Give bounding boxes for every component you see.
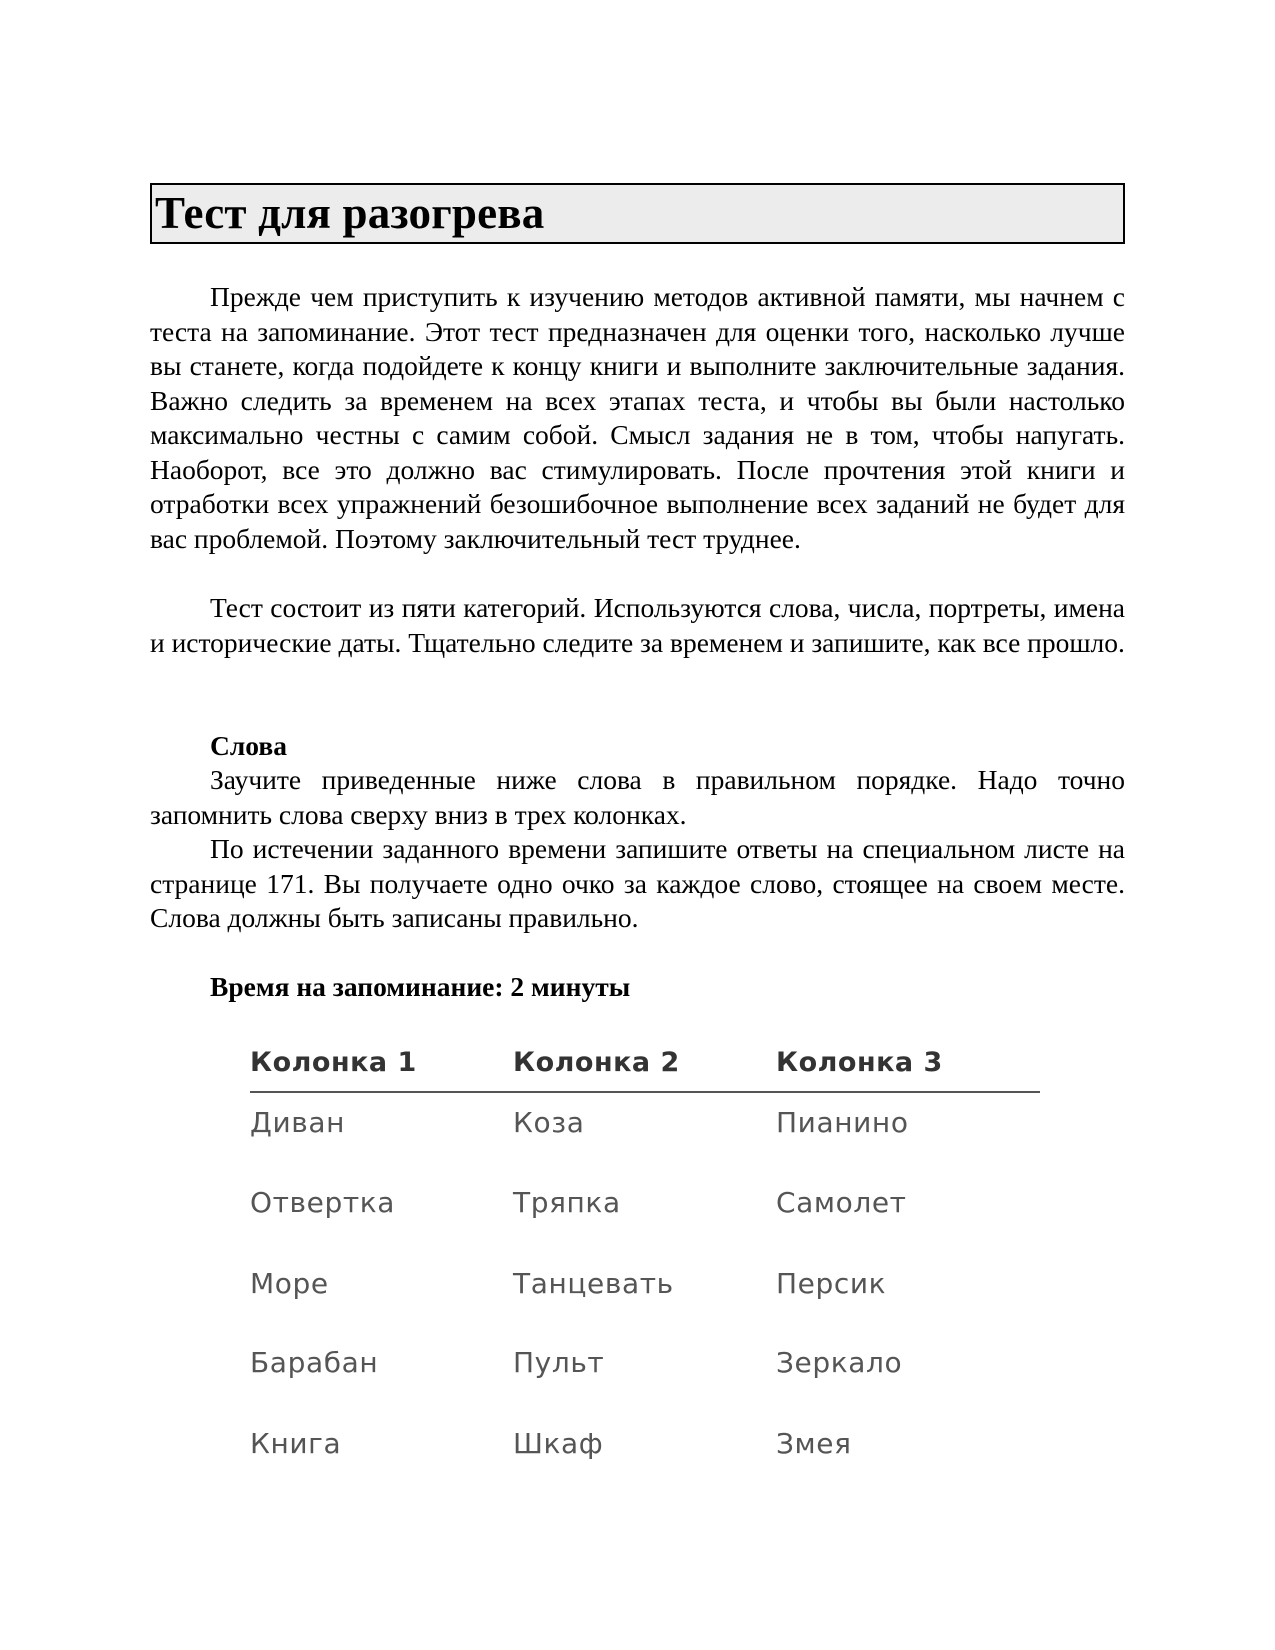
column-header-2: Колонка 2 — [513, 1047, 680, 1078]
word-cell: Море — [250, 1267, 329, 1300]
intro-paragraph-1: Прежде чем приступить к изучению методов активной памяти, мы начнем с теста на запоминание. Этот тест предназначен для оценки того, насколько лучше вы станете, когда подойдете к концу книги и выполните заключительные задания. Важно следить за временем на всех этапах теста, и чтобы вы были настолько максимально честны с самим собой. Смысл задания не в том, чтобы напугать. Наоборот, все это должно вас стимулировать. После прочтения этой книги и отработки всех упражнений безошибочное выполнение всех заданий не будет для вас проблемой. Поэтому заключительный тест труднее. — [150, 281, 1125, 554]
intro-paragraph-2: Тест состоит из пяти категорий. Используются слова, числа, портреты, имена и исторические даты. Тщательно следите за временем и запишите, как все прошло. — [150, 592, 1125, 658]
word-cell: Книга — [250, 1427, 342, 1460]
word-cell: Персик — [776, 1267, 887, 1300]
word-cell: Отвертка — [250, 1186, 396, 1219]
word-cell: Змея — [776, 1427, 852, 1460]
word-cell: Зеркало — [776, 1346, 903, 1379]
word-cell: Пульт — [513, 1346, 605, 1379]
memorization-time-label: Время на запоминание: 2 минуты — [210, 971, 631, 1002]
section-paragraph-2: По истечении заданного времени запишите ответы на специальном листе на странице 171. Вы получаете одно очко за каждое слово, стоящее на своем месте. Слова должны быть записаны правильно. — [150, 833, 1125, 933]
page-title: Тест для разогрева — [155, 188, 545, 238]
word-cell: Шкаф — [513, 1427, 604, 1460]
word-cell: Барабан — [250, 1346, 379, 1379]
word-cell: Коза — [513, 1106, 585, 1139]
word-cell: Тряпка — [513, 1186, 621, 1219]
words-table — [250, 1043, 1040, 1473]
word-cell: Пианино — [776, 1106, 909, 1139]
section-heading-words: Слова — [210, 730, 287, 761]
word-cell: Танцевать — [513, 1267, 674, 1300]
column-header-1: Колонка 1 — [250, 1047, 417, 1078]
column-header-3: Колонка 3 — [776, 1047, 943, 1078]
header-divider — [250, 1091, 1040, 1093]
section-paragraph-1: Заучите приведенные ниже слова в правильном порядке. Надо точно запомнить слова сверху вниз в трех колонках. — [150, 764, 1125, 830]
word-cell: Самолет — [776, 1186, 907, 1219]
word-cell: Диван — [250, 1106, 346, 1139]
title-box — [150, 183, 1125, 244]
